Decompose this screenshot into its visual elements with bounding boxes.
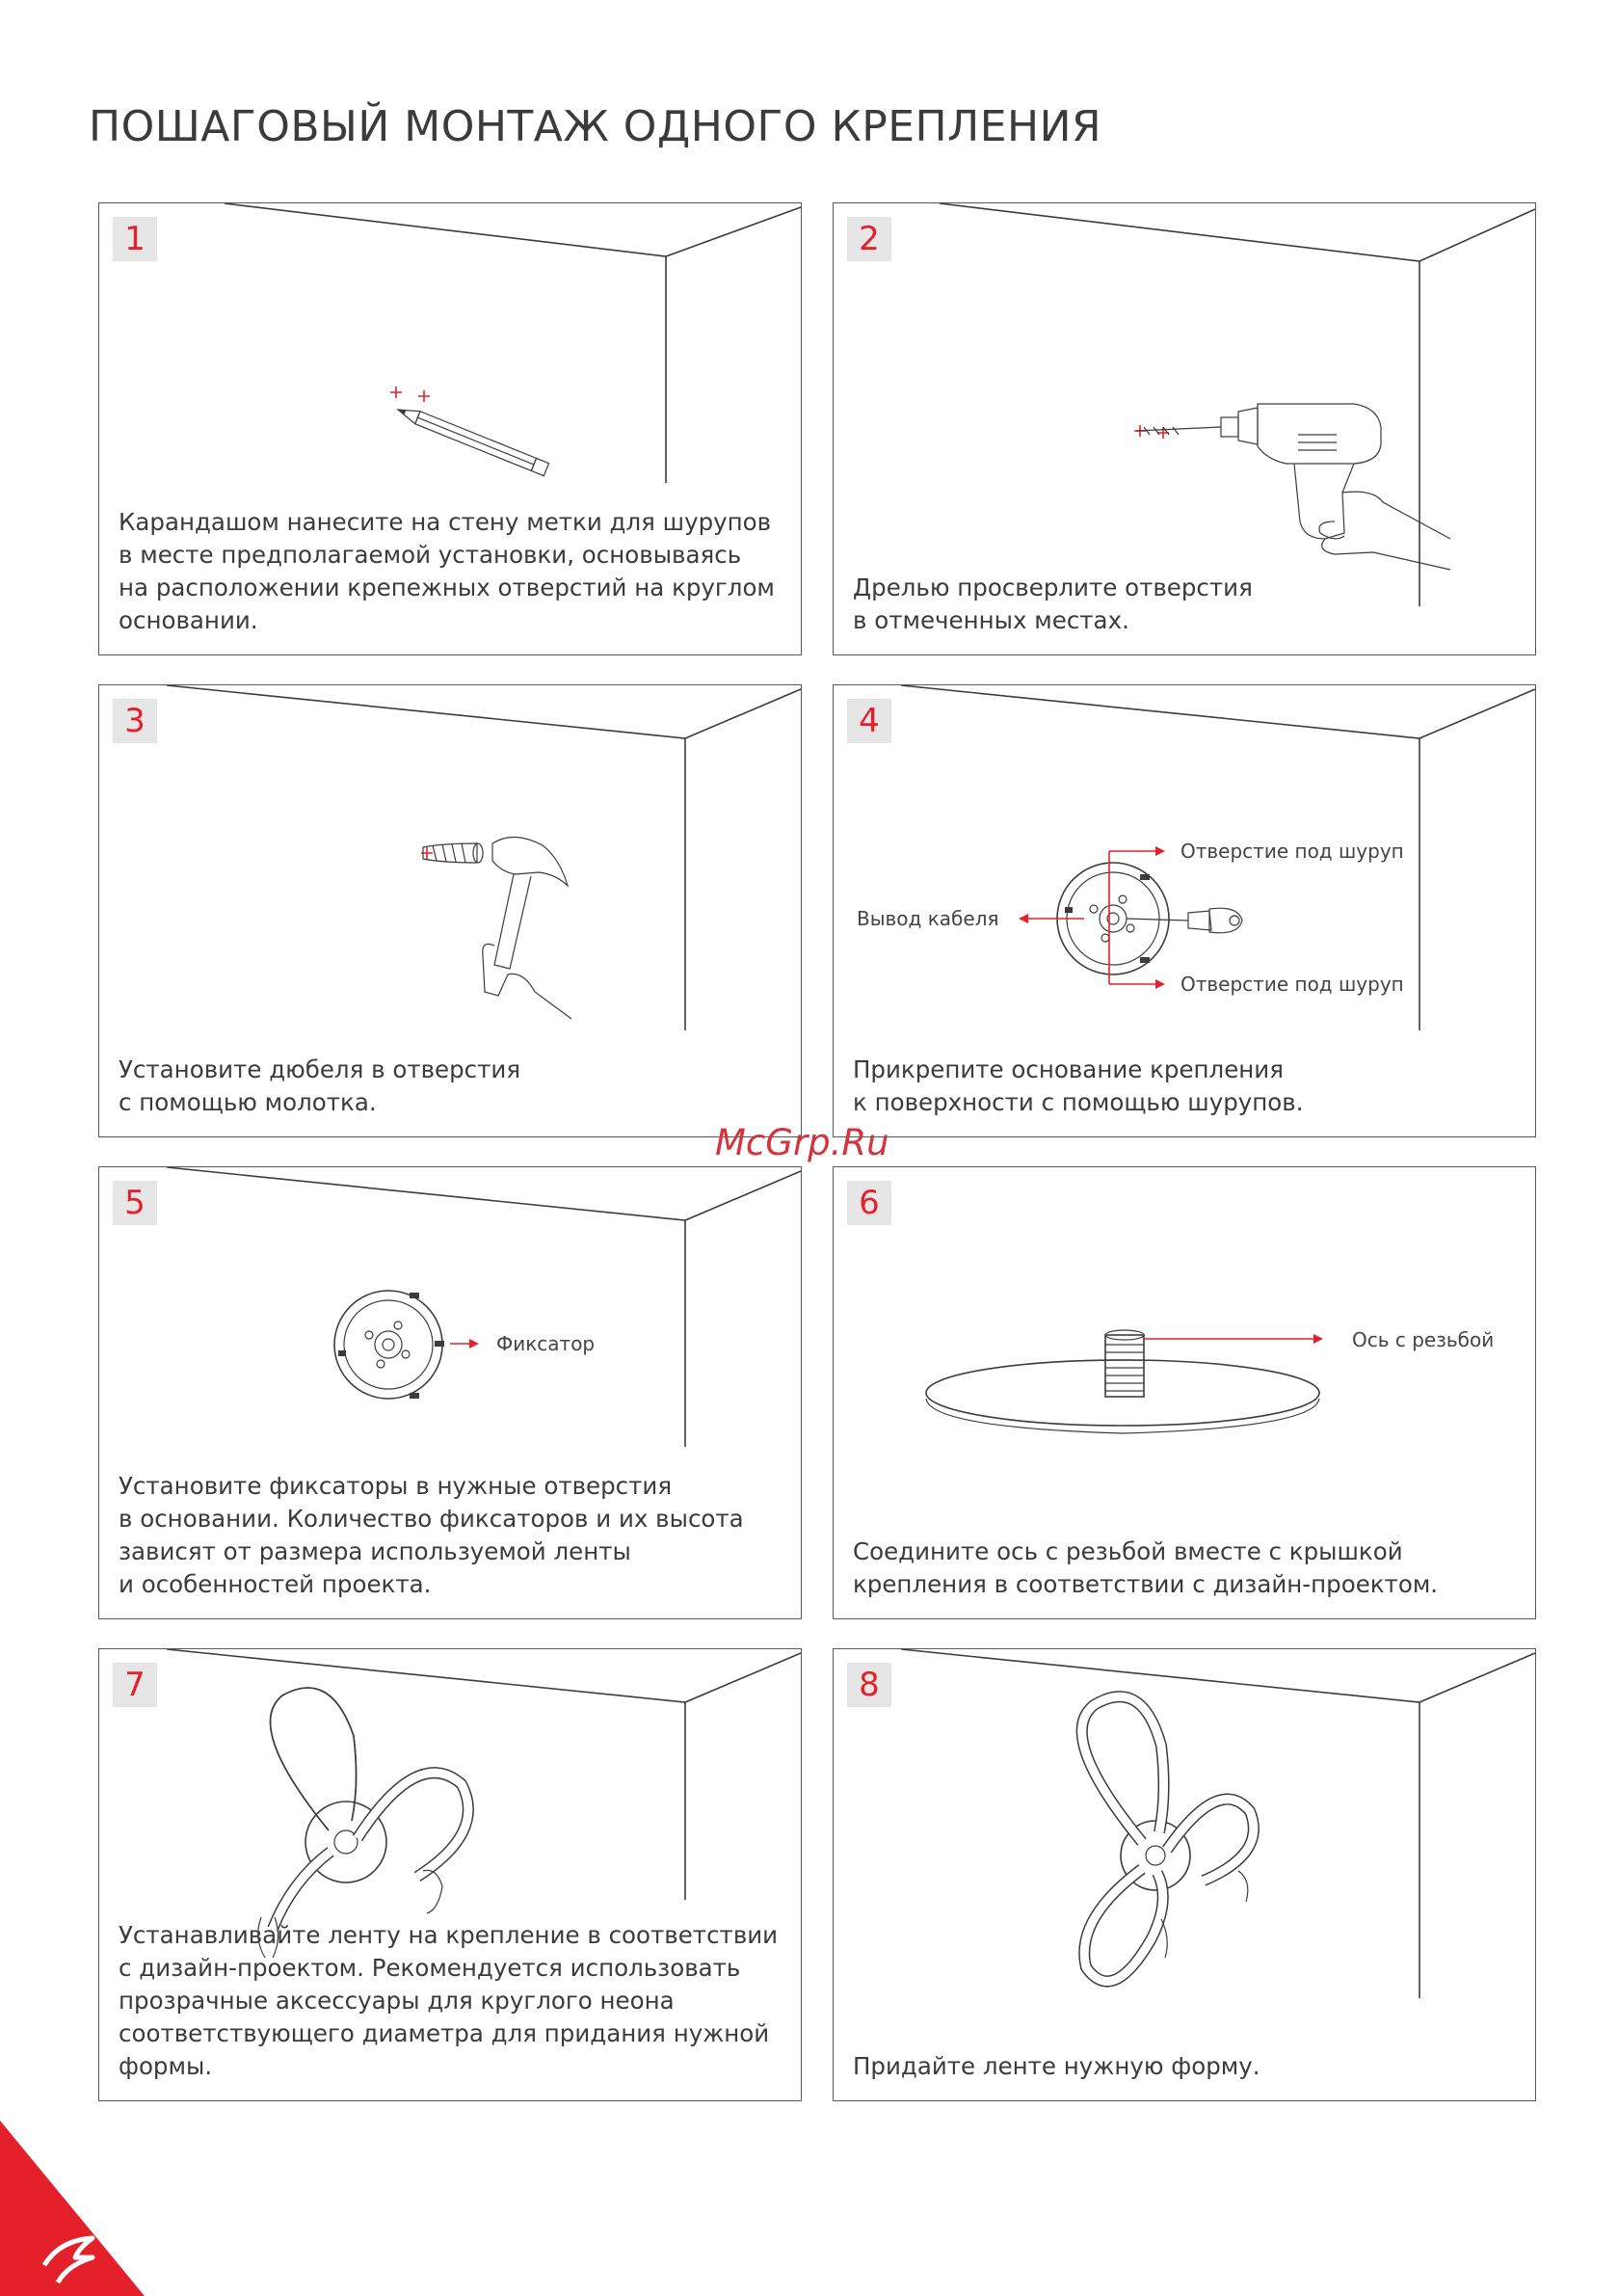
step-caption: Установите дюбеля в отверстия с помощью молотка. [119, 1055, 521, 1116]
label-cable-outlet: Вывод кабеля [857, 907, 999, 930]
step-6-panel [833, 1166, 1536, 1619]
step-caption: Придайте ленте нужную форму. [853, 2052, 1260, 2080]
step-8-panel [833, 1648, 1536, 2101]
step-number: 2 [847, 217, 891, 261]
step-number: 7 [113, 1663, 157, 1707]
step-5-panel [98, 1166, 802, 1619]
step-caption: Установите фиксаторы в нужные отверстия в основании. Количество фиксаторов и их высота зависят от размера используемой ленты и особенностей проекта. [119, 1472, 744, 1598]
step-caption: Соедините ось с резьбой вместе с крышкой крепления в соответствии с дизайн-проектом. [853, 1537, 1439, 1598]
step-3-panel [98, 684, 802, 1137]
step-number: 3 [113, 699, 157, 743]
step-number: 8 [847, 1663, 891, 1707]
brand-logo-icon [0, 2121, 145, 2296]
label-threaded-axis: Ось с резьбой [1352, 1328, 1495, 1351]
step-4-panel [833, 684, 1536, 1137]
page-title: ПОШАГОВЫЙ МОНТАЖ ОДНОГО КРЕПЛЕНИЯ [89, 102, 1102, 151]
step-caption: Устанавливайте ленту на крепление в соответствии с дизайн-проектом. Рекомендуется использовать прозрачные аксессуары для круглого неона соответствующего диаметра для придания нужной формы. [119, 1921, 779, 2080]
step-caption: Прикрепите основание крепления к поверхности с помощью шурупов. [853, 1055, 1304, 1116]
step-7-panel [98, 1648, 802, 2101]
step-2-panel [833, 202, 1536, 655]
step-caption: Карандашом нанесите на стену метки для шурупов в месте предполагаемой установки, основываясь на расположении крепежных отверстий на круглом основании. [119, 508, 775, 634]
step-number: 6 [847, 1181, 891, 1225]
step-1-panel [98, 202, 802, 655]
label-fixator: Фиксатор [496, 1332, 596, 1355]
neon-loop-icon [834, 1649, 1537, 2102]
label-screw-hole-top: Отверстие под шуруп [1180, 840, 1404, 863]
step-number: 5 [113, 1181, 157, 1225]
label-screw-hole-bottom: Отверстие под шуруп [1180, 973, 1404, 996]
watermark: McGrp.Ru [715, 1122, 889, 1163]
step-number: 4 [847, 699, 891, 743]
step-number: 1 [113, 217, 157, 261]
step-caption: Дрелью просверлите отверстия в отмеченных местах. [853, 574, 1253, 634]
